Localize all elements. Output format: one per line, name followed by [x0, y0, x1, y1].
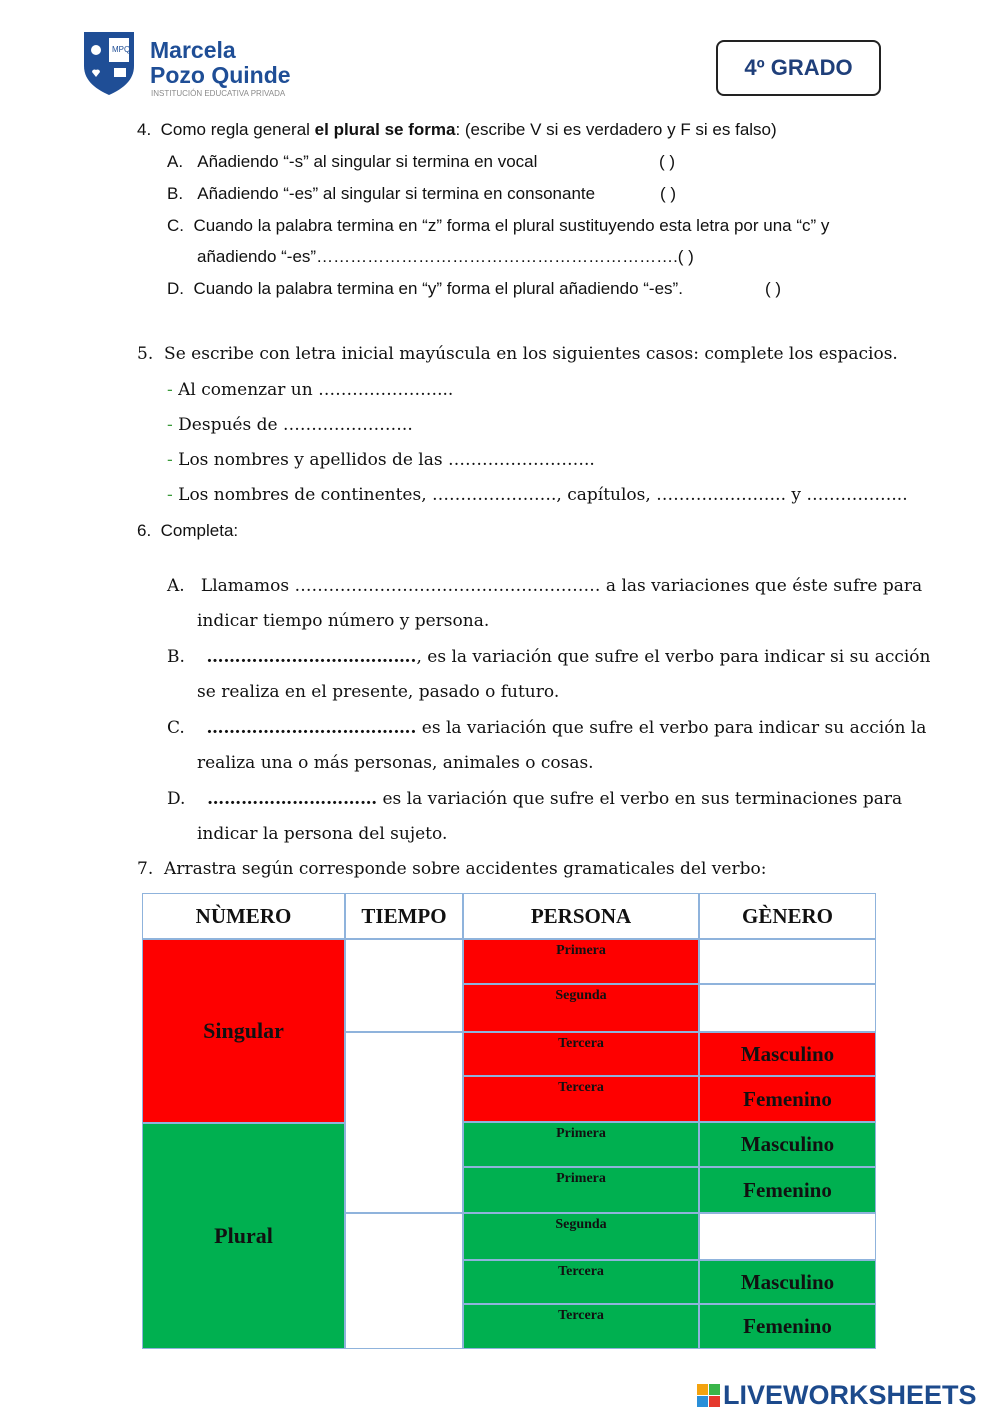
header-tiempo: TIEMPO [345, 893, 463, 939]
header-genero: GÈNERO [699, 893, 876, 939]
q5-item[interactable]: - Los nombres de continentes, …………………., capítulos, ………………….. y ……………... [167, 485, 908, 505]
genero-cell: Femenino [699, 1304, 876, 1349]
q4-text: Como regla general [160, 120, 315, 139]
svg-text:MPQ: MPQ [112, 45, 131, 54]
persona-cell: Primera [463, 1167, 699, 1213]
q4-answer-b[interactable]: ( ) [660, 184, 677, 203]
school-crest-logo [80, 28, 138, 96]
header-persona: PERSONA [463, 893, 699, 939]
q6-title: 6. Completa: [137, 521, 239, 540]
q6-item-a-cont: indicar tiempo número y persona. [197, 611, 490, 631]
tiempo-drop-zone[interactable] [345, 939, 463, 1032]
q4-answer-d[interactable]: ( ) [765, 279, 782, 298]
q5-item[interactable]: - Los nombres y apellidos de las …………………….. [167, 450, 595, 470]
q6-item-d[interactable]: D. ………………………… es la variación que sufre el verbo en sus terminaciones para [167, 789, 903, 809]
persona-cell: Primera [463, 939, 699, 984]
numero-plural: Plural [142, 1123, 345, 1349]
q4-bold: el plural se forma [314, 120, 456, 139]
q4-item-a: A. Añadiendo “-s” al singular si termina en vocal [167, 152, 538, 171]
genero-cell: Masculino [699, 1122, 876, 1167]
persona-cell: Primera [463, 1122, 699, 1167]
persona-cell: Tercera [463, 1260, 699, 1304]
liveworksheets-logo [697, 1380, 977, 1411]
q4-item-c: C. Cuando la palabra termina en “z” forma el plural sustituyendo esta letra por una “c” y [167, 216, 830, 235]
q6-item-c[interactable]: C. ………………………………. es la variación que sufre el verbo para indicar su acción la [167, 718, 927, 738]
persona-cell: Segunda [463, 1213, 699, 1260]
q6-item-d-cont: indicar la persona del sujeto. [197, 824, 448, 844]
genero-cell: Masculino [699, 1260, 876, 1304]
liveworksheets-icon [697, 1384, 720, 1407]
q4-answer-a[interactable]: ( ) [659, 152, 676, 171]
q4-title [137, 120, 777, 140]
genero-cell: Femenino [699, 1076, 876, 1122]
tiempo-drop-zone[interactable] [345, 1213, 463, 1349]
liveworksheets-brand: LIVEWORKSHEETS [723, 1380, 977, 1410]
school-name-line1: Marcela [150, 37, 236, 63]
persona-cell: Tercera [463, 1076, 699, 1122]
persona-cell: Tercera [463, 1032, 699, 1076]
q5-item[interactable]: - Al comenzar un …………………... [167, 380, 454, 400]
q7-title: 7. Arrastra según corresponde sobre accidentes gramaticales del verbo: [137, 859, 767, 879]
tiempo-drop-zone[interactable] [345, 1032, 463, 1213]
grade-badge: 4º GRADO [716, 40, 881, 96]
q5-title: 5. Se escribe con letra inicial mayúscula en los siguientes casos: complete los espacios. [137, 344, 898, 364]
header-numero: NÙMERO [142, 893, 345, 939]
q4-item-b: B. Añadiendo “-es” al singular si termina en consonante [167, 184, 596, 203]
genero-cell: Femenino [699, 1167, 876, 1213]
q5-item[interactable]: - Después de ………………….. [167, 415, 413, 435]
genero-cell: Masculino [699, 1032, 876, 1076]
numero-singular: Singular [142, 939, 345, 1123]
genero-drop-zone[interactable] [699, 984, 876, 1032]
genero-drop-zone[interactable] [699, 1213, 876, 1260]
q4-number: 4. [137, 120, 152, 139]
school-subtitle: INSTITUCIÓN EDUCATIVA PRIVADA [151, 89, 286, 98]
q4-item-d: D. Cuando la palabra termina en “y” forma el plural añadiendo “-es”. [167, 279, 683, 298]
q6-item-c-cont: realiza una o más personas, animales o cosas. [197, 753, 594, 773]
genero-drop-zone[interactable] [699, 939, 876, 984]
q6-item-b[interactable]: B. ………………………………., es la variación que sufre el verbo para indicar si su acción [167, 647, 931, 667]
persona-cell: Segunda [463, 984, 699, 1032]
q4-item-c-cont[interactable]: añadiendo “-es”……………………………………………………….( ) [197, 247, 694, 266]
persona-cell: Tercera [463, 1304, 699, 1349]
school-name-line2: Pozo Quinde [150, 62, 291, 88]
q6-item-a[interactable]: A. Llamamos ……………………………………………… a las variaciones que éste sufre para [167, 576, 923, 596]
q6-item-b-cont: se realiza en el presente, pasado o futuro. [197, 682, 560, 702]
q4-text-end: : (escribe V si es verdadero y F si es falso) [455, 120, 777, 139]
